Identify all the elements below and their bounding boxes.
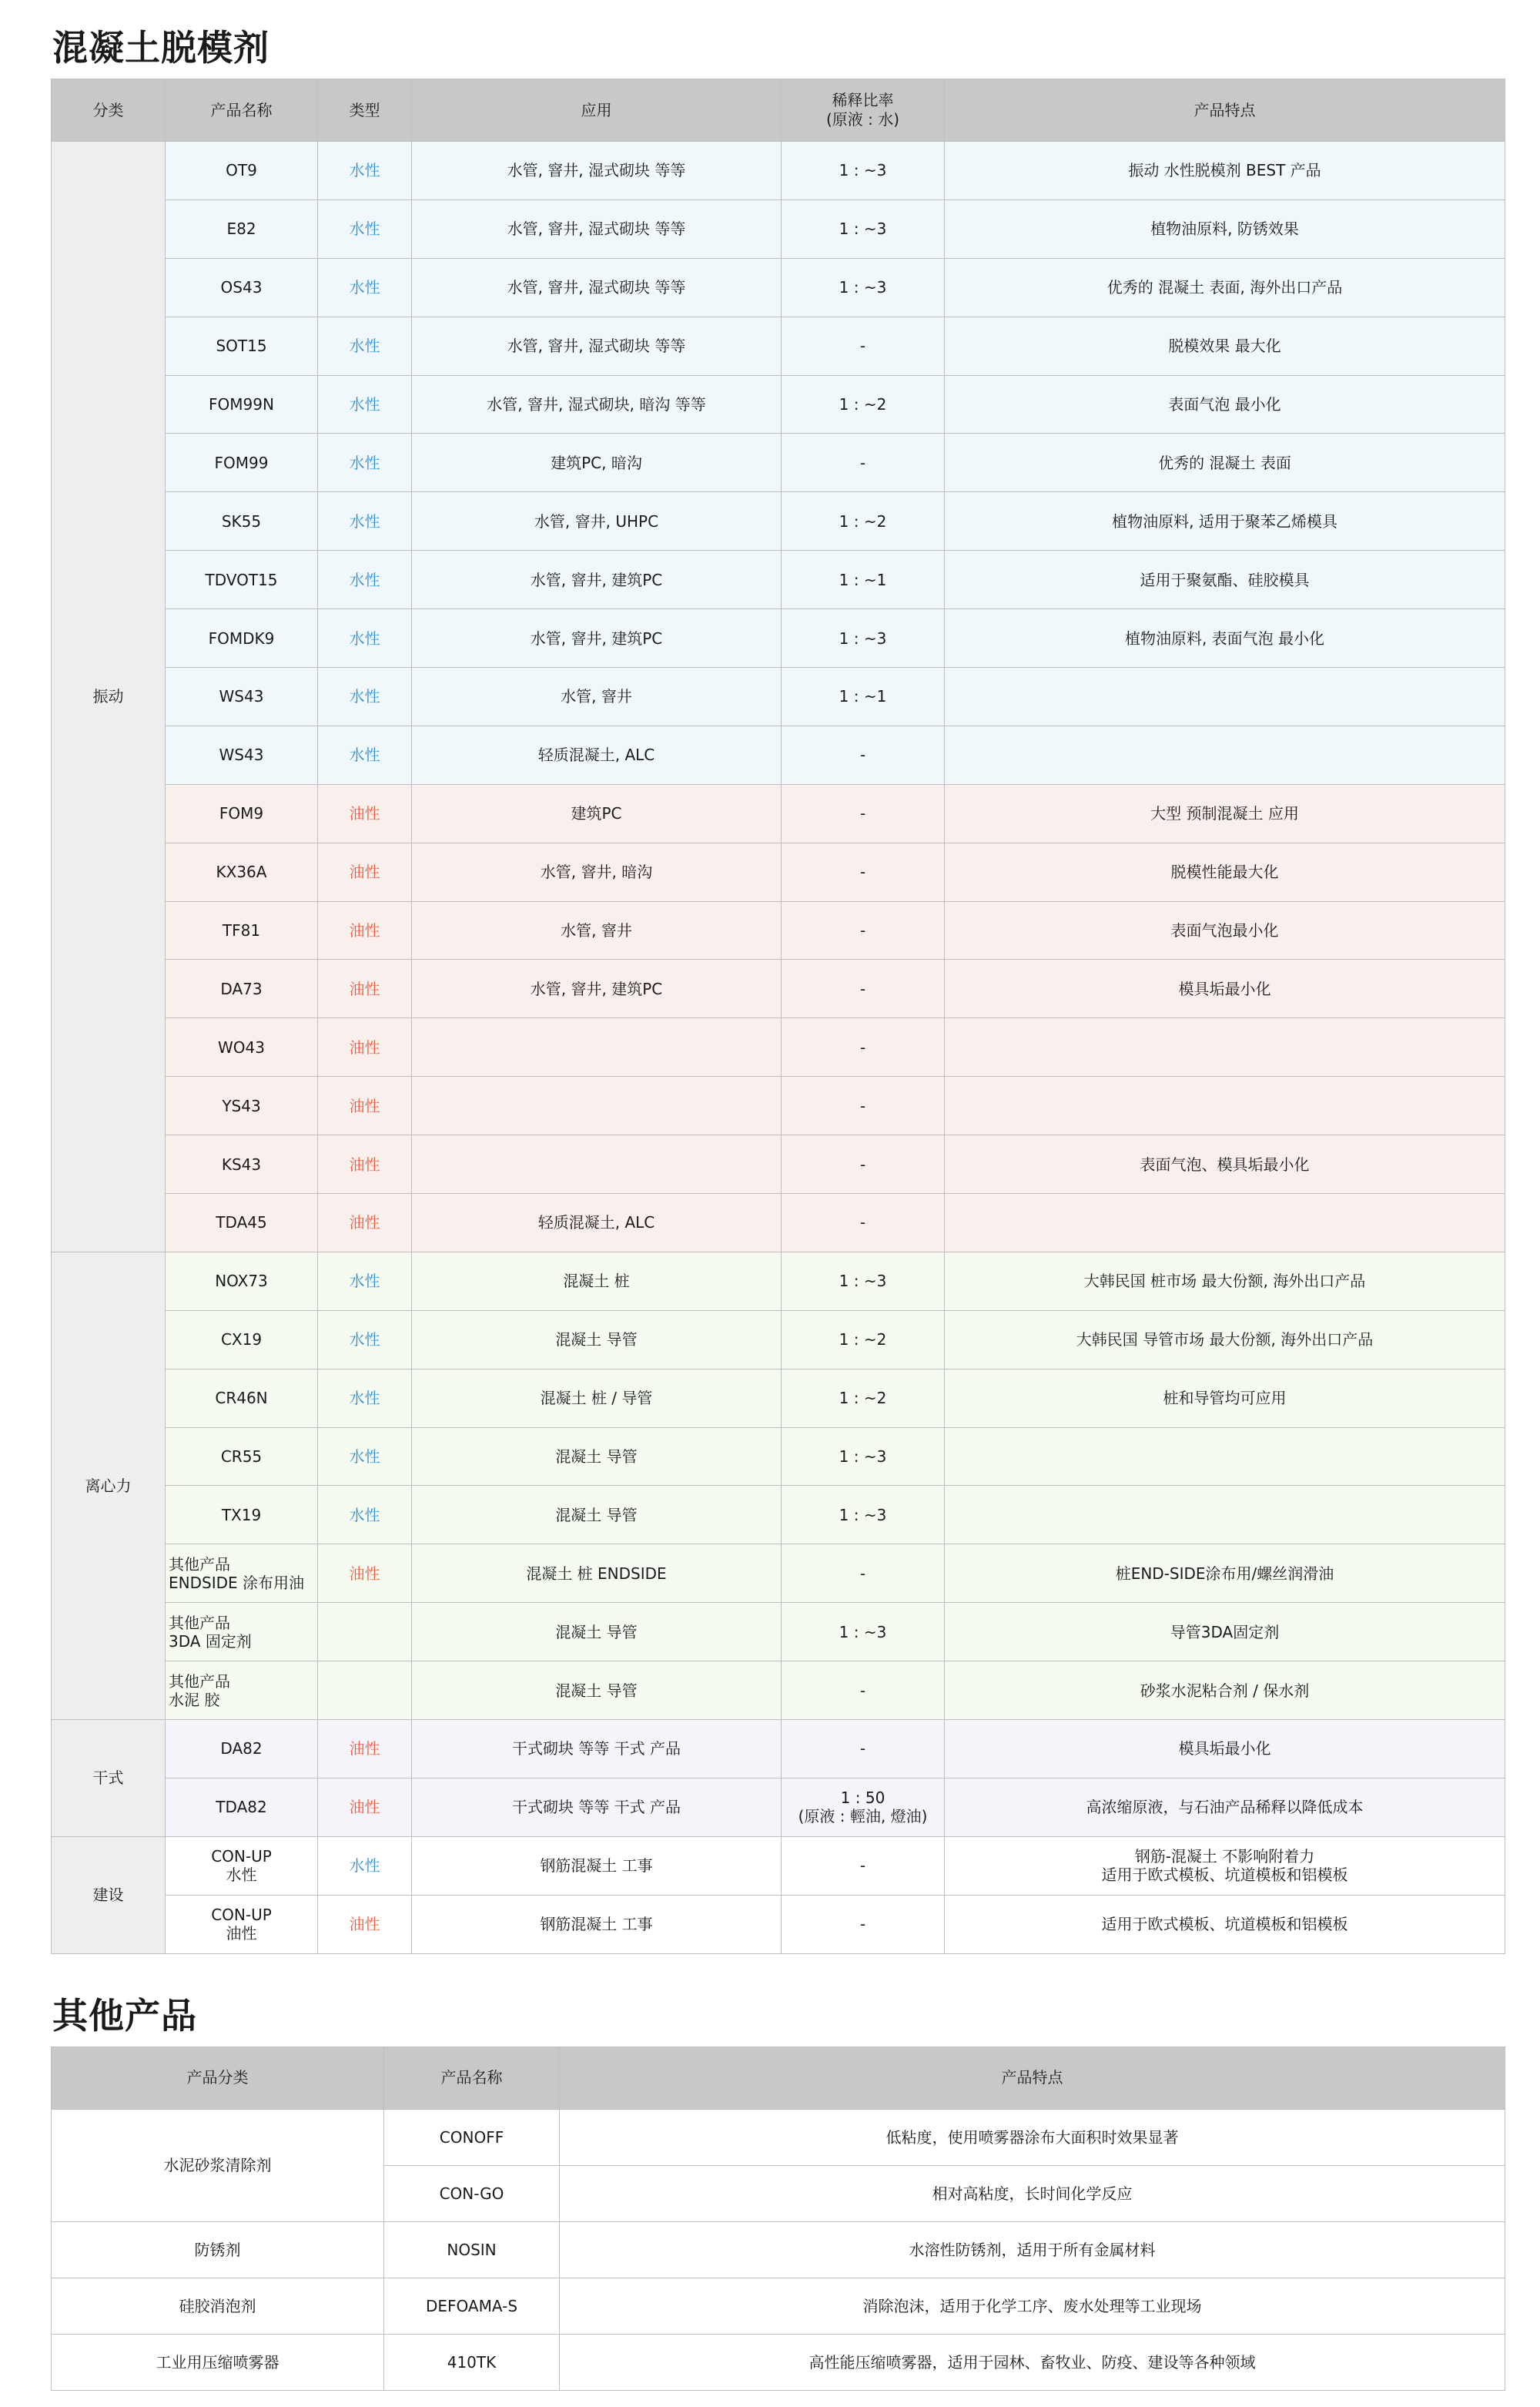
product-name-cell: CR46N: [166, 1369, 318, 1427]
application-cell: 水管, 窨井, 湿式砌块 等等: [412, 142, 782, 200]
application-cell: 混凝土 导管: [412, 1661, 782, 1720]
feature-cell: [945, 726, 1505, 784]
product-name-cell: TDVOT15: [166, 551, 318, 609]
table-row: [52, 492, 1505, 551]
type-cell: 油性: [318, 1720, 412, 1778]
dilution-ratio-cell: 1 : ~1: [782, 551, 945, 609]
feature-cell: 大韩民国 桩市场 最大份额, 海外出口产品: [945, 1252, 1505, 1310]
table-row: [52, 1661, 1505, 1720]
type-cell: 水性: [318, 258, 412, 317]
page: [17, 0, 1522, 2391]
application-cell: 水管, 窨井, 湿式砌块 等等: [412, 199, 782, 258]
feature-cell: 桩END-SIDE涂布用/螺丝润滑油: [945, 1544, 1505, 1603]
type-cell: 水性: [318, 726, 412, 784]
dilution-ratio-cell: -: [782, 784, 945, 843]
product-name-cell: CON-UP 水性: [166, 1836, 318, 1895]
table-header-row: [52, 2047, 1505, 2109]
category-cell: 离心力: [52, 1252, 166, 1719]
type-cell: 油性: [318, 1194, 412, 1252]
feature-cell: 脱模性能最大化: [945, 843, 1505, 901]
product-name-cell: FOM99: [166, 434, 318, 492]
category-cell: 振动: [52, 142, 166, 1252]
section-title-release-agents: 混凝土脱模剂: [52, 27, 270, 69]
table-row: [52, 375, 1505, 434]
application-cell: 混凝土 导管: [412, 1486, 782, 1544]
product-name-cell: 其他产品 3DA 固定剂: [166, 1603, 318, 1661]
product-name-cell: E82: [166, 199, 318, 258]
product-name-cell: OS43: [166, 258, 318, 317]
type-cell: 水性: [318, 1836, 412, 1895]
category-cell: 干式: [52, 1720, 166, 1837]
product-name-cell: WS43: [166, 726, 318, 784]
table-row: [52, 1486, 1505, 1544]
dilution-ratio-cell: -: [782, 1018, 945, 1077]
application-cell: 混凝土 桩 ENDSIDE: [412, 1544, 782, 1603]
feature-cell: 优秀的 混凝土 表面, 海外出口产品: [945, 258, 1505, 317]
application-cell: 水管, 窨井, 建筑PC: [412, 609, 782, 668]
application-cell: [412, 1077, 782, 1135]
table-row: [52, 1077, 1505, 1135]
application-cell: 混凝土 导管: [412, 1427, 782, 1486]
type-cell: 油性: [318, 1018, 412, 1077]
product-name-cell: 其他产品 ENDSIDE 涂布用油: [166, 1544, 318, 1603]
table-row: [52, 2278, 1505, 2334]
other-products-rows: [52, 2109, 1505, 2390]
product-name-cell: 410TK: [384, 2334, 560, 2390]
feature-cell: 脱模效果 最大化: [945, 317, 1505, 375]
table-header-row: [52, 79, 1505, 142]
other-products-table: [51, 2047, 1505, 2391]
product-name-cell: NOSIN: [384, 2221, 560, 2278]
dilution-ratio-cell: -: [782, 1544, 945, 1603]
product-name-cell: DA73: [166, 960, 318, 1018]
dilution-ratio-cell: 1 : ~1: [782, 668, 945, 726]
product-name-cell: DA82: [166, 1720, 318, 1778]
product-name-cell: SK55: [166, 492, 318, 551]
product-feature-cell: 水溶性防锈剂，适用于所有金属材料: [560, 2221, 1505, 2278]
application-cell: [412, 1135, 782, 1194]
header-features: 产品特点: [945, 79, 1505, 142]
product-name-cell: 其他产品 水泥 胶: [166, 1661, 318, 1720]
application-cell: 水管, 窨井, 建筑PC: [412, 551, 782, 609]
application-cell: 混凝土 桩: [412, 1252, 782, 1310]
type-cell: 水性: [318, 142, 412, 200]
table-row: [52, 843, 1505, 901]
table-row: [52, 1018, 1505, 1077]
product-name-cell: SOT15: [166, 317, 318, 375]
section-title-other-products: 其他产品: [52, 1994, 197, 2037]
type-cell: 油性: [318, 1077, 412, 1135]
dilution-ratio-cell: 1 : ~2: [782, 375, 945, 434]
table-row: [52, 2221, 1505, 2278]
application-cell: 混凝土 导管: [412, 1310, 782, 1369]
header-application: 应用: [412, 79, 782, 142]
header-product-name: 产品名称: [166, 79, 318, 142]
product-category-cell: 防锈剂: [52, 2221, 384, 2278]
dilution-ratio-cell: 1 : 50 (原液 : 輕油, 燈油): [782, 1778, 945, 1836]
table-row: [52, 317, 1505, 375]
application-cell: 水管, 窨井, UHPC: [412, 492, 782, 551]
header-type: 类型: [318, 79, 412, 142]
header-product-features: 产品特点: [560, 2047, 1505, 2109]
application-cell: 水管, 窨井, 湿式砌块, 暗沟 等等: [412, 375, 782, 434]
table-row: [52, 2334, 1505, 2390]
dilution-ratio-cell: 1 : ~3: [782, 1252, 945, 1310]
header-product-name: 产品名称: [384, 2047, 560, 2109]
feature-cell: 表面气泡最小化: [945, 901, 1505, 960]
product-name-cell: YS43: [166, 1077, 318, 1135]
table-row: [52, 1252, 1505, 1310]
table-row: [52, 142, 1505, 200]
product-name-cell: TF81: [166, 901, 318, 960]
application-cell: 水管, 窨井, 建筑PC: [412, 960, 782, 1018]
dilution-ratio-cell: 1 : ~3: [782, 142, 945, 200]
type-cell: [318, 1603, 412, 1661]
dilution-ratio-cell: -: [782, 1720, 945, 1778]
table-row: [52, 434, 1505, 492]
type-cell: 水性: [318, 199, 412, 258]
product-feature-cell: 高性能压缩喷雾器，适用于园林、畜牧业、防疫、建设等各种领域: [560, 2334, 1505, 2390]
feature-cell: 植物油原料, 防锈效果: [945, 199, 1505, 258]
type-cell: 油性: [318, 1135, 412, 1194]
dilution-ratio-cell: -: [782, 1661, 945, 1720]
product-feature-cell: 消除泡沫，适用于化学工序、废水处理等工业现场: [560, 2278, 1505, 2334]
table-row: [52, 784, 1505, 843]
dilution-ratio-cell: 1 : ~2: [782, 1369, 945, 1427]
type-cell: 水性: [318, 668, 412, 726]
dilution-ratio-cell: -: [782, 726, 945, 784]
feature-cell: [945, 1194, 1505, 1252]
application-cell: 水管, 窨井: [412, 668, 782, 726]
application-cell: 干式砌块 等等 干式 产品: [412, 1778, 782, 1836]
table-row: [52, 1135, 1505, 1194]
product-name-cell: CONOFF: [384, 2109, 560, 2165]
dilution-ratio-cell: 1 : ~2: [782, 1310, 945, 1369]
table-row: [52, 199, 1505, 258]
release-agent-table: [51, 79, 1505, 1954]
dilution-ratio-cell: 1 : ~2: [782, 492, 945, 551]
type-cell: 水性: [318, 434, 412, 492]
dilution-ratio-cell: -: [782, 434, 945, 492]
application-cell: 干式砌块 等等 干式 产品: [412, 1720, 782, 1778]
product-name-cell: KS43: [166, 1135, 318, 1194]
table-row: [52, 668, 1505, 726]
table-row: [52, 1369, 1505, 1427]
feature-cell: 优秀的 混凝土 表面: [945, 434, 1505, 492]
product-name-cell: WS43: [166, 668, 318, 726]
feature-cell: 振动 水性脱模剂 BEST 产品: [945, 142, 1505, 200]
feature-cell: [945, 1427, 1505, 1486]
table-row: [52, 609, 1505, 668]
product-name-cell: FOMDK9: [166, 609, 318, 668]
feature-cell: 导管3DA固定剂: [945, 1603, 1505, 1661]
table-row: [52, 726, 1505, 784]
type-cell: [318, 1661, 412, 1720]
product-name-cell: CX19: [166, 1310, 318, 1369]
feature-cell: [945, 1077, 1505, 1135]
type-cell: 水性: [318, 551, 412, 609]
table-row: [52, 1194, 1505, 1252]
type-cell: 水性: [318, 317, 412, 375]
type-cell: 油性: [318, 901, 412, 960]
product-name-cell: NOX73: [166, 1252, 318, 1310]
table-row: [52, 1427, 1505, 1486]
type-cell: 油性: [318, 843, 412, 901]
dilution-ratio-cell: -: [782, 901, 945, 960]
dilution-ratio-cell: -: [782, 1077, 945, 1135]
table-row: [52, 1836, 1505, 1895]
application-cell: 水管, 窨井, 暗沟: [412, 843, 782, 901]
product-name-cell: WO43: [166, 1018, 318, 1077]
product-name-cell: CON-GO: [384, 2165, 560, 2221]
dilution-ratio-cell: -: [782, 960, 945, 1018]
feature-cell: 高浓缩原液，与石油产品稀释以降低成本: [945, 1778, 1505, 1836]
type-cell: 水性: [318, 1369, 412, 1427]
category-cell: 建设: [52, 1836, 166, 1953]
type-cell: 油性: [318, 960, 412, 1018]
application-cell: 建筑PC: [412, 784, 782, 843]
table-row: [52, 1720, 1505, 1778]
type-cell: 水性: [318, 492, 412, 551]
dilution-ratio-cell: -: [782, 1836, 945, 1895]
application-cell: 混凝土 导管: [412, 1603, 782, 1661]
feature-cell: 表面气泡 最小化: [945, 375, 1505, 434]
table-row: [52, 901, 1505, 960]
application-cell: 水管, 窨井: [412, 901, 782, 960]
header-dilution-ratio: 稀释比率 (原液 : 水): [782, 79, 945, 142]
application-cell: 轻质混凝土, ALC: [412, 726, 782, 784]
table-row: [52, 258, 1505, 317]
product-feature-cell: 低粘度，使用喷雾器涂布大面积时效果显著: [560, 2109, 1505, 2165]
type-cell: 水性: [318, 1427, 412, 1486]
product-feature-cell: 相对高粘度，长时间化学反应: [560, 2165, 1505, 2221]
application-cell: [412, 1018, 782, 1077]
type-cell: 油性: [318, 1544, 412, 1603]
dilution-ratio-cell: -: [782, 843, 945, 901]
feature-cell: 大型 预制混凝土 应用: [945, 784, 1505, 843]
feature-cell: 桩和导管均可应用: [945, 1369, 1505, 1427]
feature-cell: 植物油原料, 表面气泡 最小化: [945, 609, 1505, 668]
release-agent-rows: [52, 142, 1505, 1954]
type-cell: 油性: [318, 1778, 412, 1836]
table-row: [52, 1544, 1505, 1603]
feature-cell: [945, 1018, 1505, 1077]
table-row: [52, 2109, 1505, 2165]
dilution-ratio-cell: -: [782, 317, 945, 375]
feature-cell: 砂浆水泥粘合剂 / 保水剂: [945, 1661, 1505, 1720]
product-name-cell: FOM99N: [166, 375, 318, 434]
product-category-cell: 工业用压缩喷雾器: [52, 2334, 384, 2390]
type-cell: 水性: [318, 1310, 412, 1369]
product-name-cell: KX36A: [166, 843, 318, 901]
feature-cell: 钢筋-混凝土 不影响附着力 适用于欧式模板、坑道模板和铝模板: [945, 1836, 1505, 1895]
dilution-ratio-cell: 1 : ~3: [782, 258, 945, 317]
dilution-ratio-cell: -: [782, 1194, 945, 1252]
type-cell: 水性: [318, 375, 412, 434]
type-cell: 水性: [318, 609, 412, 668]
product-category-cell: 水泥砂浆清除剂: [52, 2109, 384, 2221]
dilution-ratio-cell: -: [782, 1135, 945, 1194]
type-cell: 水性: [318, 1252, 412, 1310]
dilution-ratio-cell: 1 : ~3: [782, 1603, 945, 1661]
type-cell: 油性: [318, 784, 412, 843]
application-cell: 轻质混凝土, ALC: [412, 1194, 782, 1252]
product-category-cell: 硅胶消泡剂: [52, 2278, 384, 2334]
product-name-cell: CON-UP 油性: [166, 1895, 318, 1953]
feature-cell: 适用于聚氨酯、硅胶模具: [945, 551, 1505, 609]
product-name-cell: TDA82: [166, 1778, 318, 1836]
product-name-cell: CR55: [166, 1427, 318, 1486]
product-name-cell: FOM9: [166, 784, 318, 843]
header-product-category: 产品分类: [52, 2047, 384, 2109]
dilution-ratio-cell: -: [782, 1895, 945, 1953]
feature-cell: 大韩民国 导管市场 最大份额, 海外出口产品: [945, 1310, 1505, 1369]
application-cell: 钢筋混凝土 工事: [412, 1895, 782, 1953]
table-row: [52, 551, 1505, 609]
product-name-cell: TX19: [166, 1486, 318, 1544]
dilution-ratio-cell: 1 : ~3: [782, 1486, 945, 1544]
product-name-cell: OT9: [166, 142, 318, 200]
application-cell: 钢筋混凝土 工事: [412, 1836, 782, 1895]
feature-cell: [945, 1486, 1505, 1544]
dilution-ratio-cell: 1 : ~3: [782, 1427, 945, 1486]
type-cell: 水性: [318, 1486, 412, 1544]
product-name-cell: DEFOAMA-S: [384, 2278, 560, 2334]
feature-cell: 植物油原料, 适用于聚苯乙烯模具: [945, 492, 1505, 551]
feature-cell: 表面气泡、模具垢最小化: [945, 1135, 1505, 1194]
table-row: [52, 960, 1505, 1018]
feature-cell: 适用于欧式模板、坑道模板和铝模板: [945, 1895, 1505, 1953]
application-cell: 建筑PC, 暗沟: [412, 434, 782, 492]
dilution-ratio-cell: 1 : ~3: [782, 609, 945, 668]
type-cell: 油性: [318, 1895, 412, 1953]
table-row: [52, 1778, 1505, 1836]
product-name-cell: TDA45: [166, 1194, 318, 1252]
application-cell: 水管, 窨井, 湿式砌块 等等: [412, 317, 782, 375]
feature-cell: [945, 668, 1505, 726]
header-category: 分类: [52, 79, 166, 142]
application-cell: 水管, 窨井, 湿式砌块 等等: [412, 258, 782, 317]
feature-cell: 模具垢最小化: [945, 960, 1505, 1018]
table-row: [52, 1603, 1505, 1661]
feature-cell: 模具垢最小化: [945, 1720, 1505, 1778]
table-row: [52, 1895, 1505, 1953]
dilution-ratio-cell: 1 : ~3: [782, 199, 945, 258]
application-cell: 混凝土 桩 / 导管: [412, 1369, 782, 1427]
table-row: [52, 1310, 1505, 1369]
